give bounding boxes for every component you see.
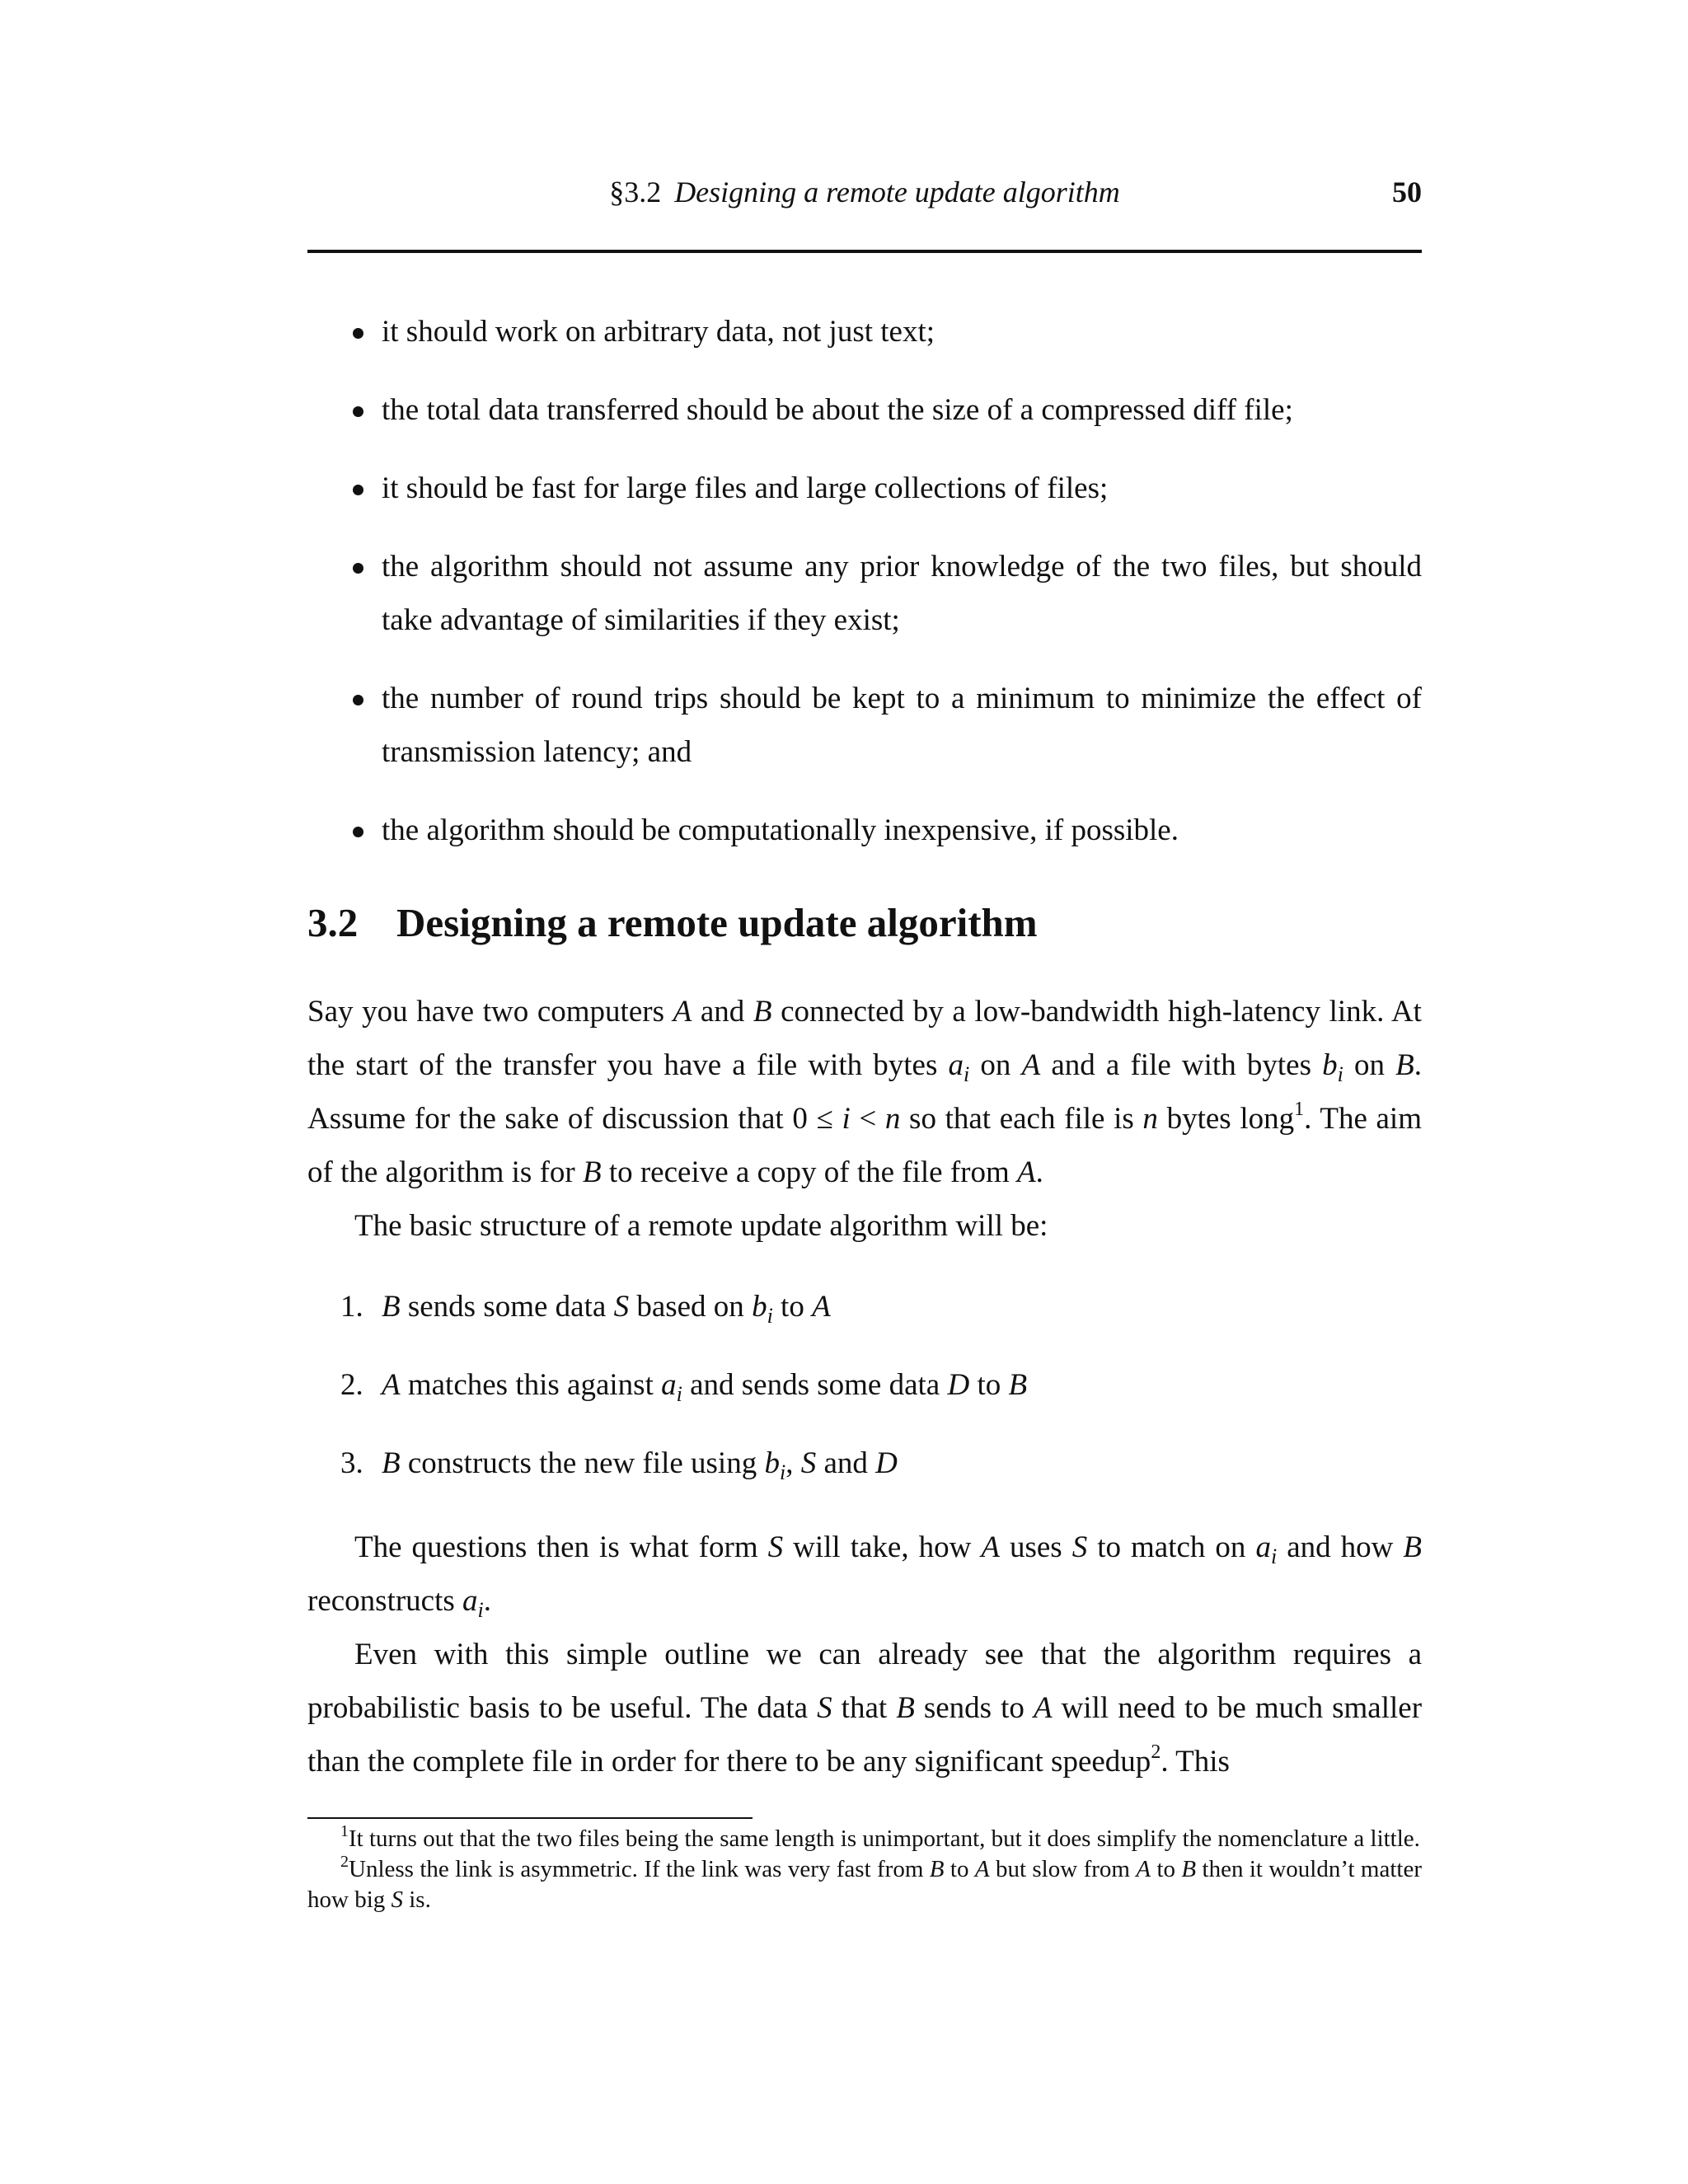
list-item-text: the number of round trips should be kept to a minimum to minimize the effect of transmission latency; and <box>382 682 1422 769</box>
text-run: . This <box>1160 1745 1230 1779</box>
math-subscript: i <box>676 1382 682 1406</box>
text-run: . The aim of the algorithm is for <box>307 1102 1422 1189</box>
text-run: and sends some data <box>682 1368 948 1402</box>
math-var: S <box>391 1886 403 1913</box>
list-item-text: the algorithm should be computationally inexpensive, if possible. <box>382 813 1179 847</box>
footnote-marker[interactable]: 2 <box>1151 1741 1161 1763</box>
math-var: D <box>875 1446 898 1480</box>
math-var: A <box>974 1856 990 1882</box>
text-run: on <box>969 1048 1022 1082</box>
list-marker: 2. <box>340 1368 363 1402</box>
list-item-text: it should be fast for large files and large collections of files; <box>382 471 1109 505</box>
math-var: A <box>1021 1048 1041 1082</box>
list-item <box>307 305 1422 359</box>
list-item <box>307 1358 1422 1412</box>
math-var: A <box>812 1290 831 1324</box>
bullet-icon <box>353 485 363 495</box>
math-var: B <box>382 1290 401 1324</box>
section-symbol: §3.2 <box>609 176 662 209</box>
text-run: is. <box>403 1886 431 1913</box>
math-var: i <box>842 1102 851 1136</box>
text-run: uses <box>999 1530 1072 1564</box>
math-var: a <box>948 1048 964 1082</box>
text-run: . Assume for the sake of discussion that 0 ≤ <box>307 1048 1423 1136</box>
math-var: b <box>752 1290 767 1324</box>
math-var: S <box>767 1530 784 1564</box>
text-run: to <box>944 1856 975 1882</box>
math-var: A <box>1136 1856 1151 1882</box>
bullet-icon <box>353 827 363 837</box>
math-var: B <box>582 1155 602 1189</box>
list-item <box>307 540 1422 647</box>
text-run: bytes long <box>1157 1102 1295 1136</box>
math-subscript: i <box>1337 1062 1343 1086</box>
list-item-text: the algorithm should not assume any prior knowledge of the two files, but should take advantage of similarities if they exist; <box>382 550 1422 637</box>
text-run: , <box>785 1446 801 1480</box>
text-run: to <box>772 1290 813 1324</box>
list-item <box>307 462 1422 515</box>
text-run: and how <box>1277 1530 1404 1564</box>
bullet-icon <box>353 406 363 417</box>
math-var: b <box>1322 1048 1338 1082</box>
list-item <box>307 383 1422 437</box>
list-item <box>307 672 1422 779</box>
list-marker: 3. <box>340 1446 363 1480</box>
text-run: reconstructs <box>307 1584 463 1618</box>
section-title: Designing a remote update algorithm <box>396 900 1038 945</box>
section-number: 3.2 <box>307 900 359 945</box>
bullet-icon <box>353 695 363 705</box>
math-var: B <box>929 1856 945 1882</box>
running-head <box>307 167 1422 217</box>
running-title-text: Designing a remote update algorithm <box>674 176 1120 209</box>
list-item-text: the total data transferred should be about the size of a compressed diff file; <box>382 393 1293 427</box>
text-run: but slow from <box>989 1856 1137 1882</box>
math-var: S <box>817 1691 832 1725</box>
math-var: A <box>981 1530 1000 1564</box>
text-run: sends some data <box>400 1290 614 1324</box>
running-title <box>307 167 1422 217</box>
math-var: S <box>800 1446 817 1480</box>
text-run: Even with this simple outline we can already see that the algorithm requires a probabilistic basis to be useful. The data <box>307 1638 1422 1725</box>
footnote-number: 1 <box>340 1822 349 1840</box>
text-run: Say you have two computers <box>307 995 673 1029</box>
text-run: . <box>483 1584 492 1618</box>
math-subscript: i <box>1270 1544 1278 1568</box>
list-item <box>307 1280 1422 1333</box>
math-var: a <box>661 1368 677 1402</box>
text-run: connected by a low-bandwidth high-latency link. At the start of the transfer you have a file with bytes <box>307 995 1422 1082</box>
math-var: n <box>1142 1102 1158 1136</box>
paragraph <box>307 1628 1422 1788</box>
text-run: Unless the link is asymmetric. If the link was very fast from <box>349 1856 930 1882</box>
math-var: a <box>1255 1530 1271 1564</box>
requirements-list <box>307 305 1422 882</box>
math-var: B <box>896 1691 915 1725</box>
math-var: A <box>673 995 692 1029</box>
math-var: A <box>382 1368 401 1402</box>
text-run: to match on <box>1087 1530 1256 1564</box>
text-run: and <box>692 995 753 1029</box>
text-run: to <box>969 1368 1009 1402</box>
text-run: that <box>832 1691 897 1725</box>
footnote-text: It turns out that the two files being the same length is unimportant, but it does simplify the nomenclature a little. <box>349 1825 1420 1852</box>
text-run: and <box>816 1446 876 1480</box>
text-run: The questions then is what form <box>354 1530 768 1564</box>
math-var: B <box>1403 1530 1422 1564</box>
bullet-icon <box>353 328 363 339</box>
math-var: A <box>1017 1155 1036 1189</box>
page-number: 50 <box>1392 176 1422 209</box>
text-run: . <box>1035 1155 1043 1189</box>
footnote <box>307 1854 1422 1915</box>
math-var: S <box>613 1290 630 1324</box>
math-var: B <box>1008 1368 1028 1402</box>
math-subscript: i <box>767 1304 773 1328</box>
math-var: b <box>764 1446 780 1480</box>
math-subscript: i <box>477 1598 484 1622</box>
bullet-icon <box>353 563 363 574</box>
text-run: will need to be much smaller than the complete file in order for there to be any significant speedup <box>307 1691 1423 1779</box>
text-run: to <box>1151 1856 1182 1882</box>
text-run: on <box>1343 1048 1396 1082</box>
list-item <box>307 1436 1422 1490</box>
footnote-number: 2 <box>340 1853 349 1871</box>
paragraph <box>307 985 1422 1199</box>
steps-list <box>307 1280 1422 1515</box>
math-var: B <box>1181 1856 1197 1882</box>
list-item-text: it should work on arbitrary data, not just text; <box>382 315 935 349</box>
math-var: S <box>1071 1530 1088 1564</box>
footnote <box>307 1824 1422 1854</box>
footnote-marker[interactable]: 1 <box>1294 1099 1305 1120</box>
footnote-rule <box>307 1817 753 1819</box>
math-var: B <box>1395 1048 1414 1082</box>
math-subscript: i <box>964 1062 970 1086</box>
text-run: then it wouldn’t matter how big <box>307 1856 1422 1913</box>
list-marker: 1. <box>340 1290 363 1324</box>
paragraph <box>307 1521 1422 1628</box>
text-run: so that each file is <box>900 1102 1143 1136</box>
text-run: matches this against <box>400 1368 662 1402</box>
text-run: to receive a copy of the file from <box>601 1155 1017 1189</box>
math-var: D <box>947 1368 970 1402</box>
section-heading <box>307 890 1038 956</box>
footnotes <box>307 1824 1422 1915</box>
text-run: based on <box>629 1290 753 1324</box>
text-run: and a file with bytes <box>1040 1048 1323 1082</box>
text-run: sends to <box>914 1691 1034 1725</box>
math-var: B <box>382 1446 401 1480</box>
text-run: < <box>850 1102 885 1136</box>
math-subscript: i <box>779 1460 786 1484</box>
text-run: constructs the new file using <box>400 1446 765 1480</box>
list-item <box>307 804 1422 857</box>
math-var: n <box>884 1102 901 1136</box>
math-var: a <box>462 1584 478 1618</box>
paragraph: The basic structure of a remote update algorithm will be: <box>354 1209 1048 1243</box>
math-var: A <box>1033 1691 1053 1725</box>
math-var: B <box>753 995 772 1029</box>
header-rule <box>307 250 1422 253</box>
text-run: will take, how <box>783 1530 982 1564</box>
